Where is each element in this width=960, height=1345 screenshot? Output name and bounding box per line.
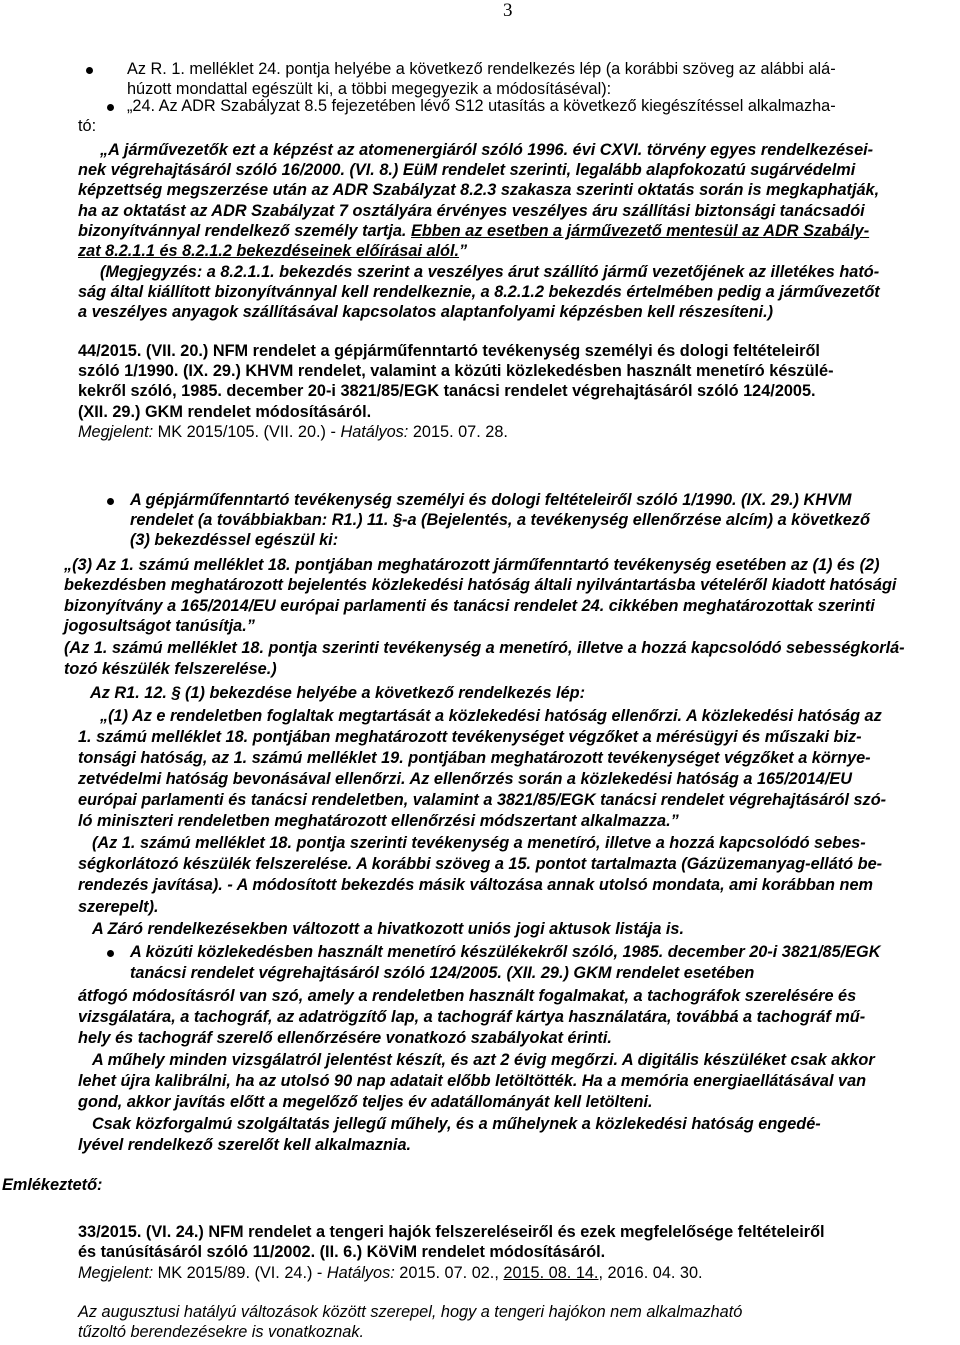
text-line: tűzoltó berendezésekre is vonatkoznak. [78,1323,364,1341]
text-line: bizonyítvány a 165/2014/EU európai parlamenti és tanácsi rendelet 24. cikkében meghatározottak szerinti [64,597,875,615]
effective-value: 2015. 07. 28. [408,423,508,441]
page-number: 3 [503,0,513,21]
quote-line [78,241,467,261]
effective-value: 2016. 04. 30. [602,1264,703,1282]
text-line: vizsgálatára, a tachográf, az adatrögzítő lap, a tachográf kártya használatára, továbbá a tachográf mű- [78,1008,866,1026]
bullet-icon [107,950,114,957]
text-line: „(3) Az 1. számú melléklet 18. pontjában meghatározott járműfenntartó tevékenység esetében az (1) és (2) [64,556,880,574]
decree-published [78,1263,703,1283]
text-line: Az R1. 12. § (1) bekezdése helyébe a következő rendelkezés lép: [90,684,585,702]
decree-title-line: és tanúsításáról szóló 11/2002. (II. 6.) KöViM rendelet módosításáról. [78,1243,606,1261]
quote-underlined: Ebben az esetben a járművezető mentesül az ADR Szabály- [411,222,870,240]
text-line: lehet újra kalibrálni, ha az utolsó 90 nap adatait előbb letöltötték. Ha a memória energiaellátásával van [78,1072,867,1090]
text-line: gond, akkor javítás előtt a megelőző teljes év adatállományát kell letölteni. [78,1093,653,1111]
decree-title-line: szóló 1/1990. (IX. 29.) KHVM rendelet, valamint a közúti közlekedésben használt menetíró készülé- [78,362,834,380]
bullet-icon [107,498,114,505]
text-line: hely és tachográf szerelő ellenőrzésére vonatkozó szabályokat érinti. [78,1029,612,1047]
decree-title-line: (XII. 29.) GKM rendelet módosításáról. [78,403,372,421]
text-line: rendelet (a továbbiakban: R1.) 11. §-a (Bejelentés, a tevékenység ellenőrzése alcím) a következő [130,511,870,529]
effective-value: 2015. 07. 02., [394,1264,504,1282]
text-line: (3) bekezdéssel egészül ki: [130,531,339,549]
note-line: (Megjegyzés: a 8.2.1.1. bekezdés szerint a veszélyes árut szállító jármű vezetőjének az illetékes ható- [100,263,880,281]
published-label: Megjelent: [78,1264,154,1282]
text-line: lyével rendelkező szerelőt kell alkalmaznia. [78,1136,412,1154]
text-line: szerepelt). [78,898,159,916]
text-line: tó: [78,117,97,135]
published-value: MK 2015/105. (VII. 20.) - [153,423,341,441]
quote-line: nek végrehajtásáról szóló 16/2000. (VI. 8.) EüM rendelet szerinti, legalább alapfokozatú sugárvédelmi [78,161,856,179]
quote-line: képzettség megszerzése után az ADR Szabályzat 8.2.3 szakasza szerinti oktatás során is megkaphatják, [78,181,880,199]
quote-text: bizonyítvánnyal rendelkező személy tartja. [78,222,407,240]
quote-line: ha az oktatást az ADR Szabályzat 7 osztályára érvényes veszélyes áru szállítási biztonsági tanácsadói [78,202,865,220]
quote-end: ” [459,242,468,260]
text-line: európai parlamenti és tanácsi rendeletben, valamint a 3821/85/EGK tanácsi rendelet végrehajtásáról szó- [78,791,887,809]
text-line: (Az 1. számú melléklet 18. pontja szerinti tevékenység a menetíró, illetve a hozzá kapcsolódó sebességkorlá- [64,639,905,657]
margin-label: Emlékeztető: [2,1176,103,1194]
text-line: zetvédelmi hatóság bevonásával ellenőrzi. Az ellenőrzés során a közlekedési hatóság a 165/2014/EU [78,770,852,788]
text-line: jogosultságot tanúsítja.” [64,617,255,635]
text-line: tanácsi rendelet végrehajtásáról szóló 124/2005. (XII. 29.) GKM rendelet esetében [130,964,755,982]
quote-underlined: zat 8.2.1.1 és 8.2.1.2 bekezdéseinek előírásai alól. [78,242,460,260]
text-line: Az R. 1. melléklet 24. pontja helyébe a következő rendelkezés lép (a korábbi szöveg az alábbi alá- [127,60,836,78]
text-line: „24. Az ADR Szabályzat 8.5 fejezetében lévő S12 utasítás a következő kiegészítéssel alkalmazha- [127,97,836,115]
decree-title-line: 33/2015. (VI. 24.) NFM rendelet a tengeri hajók felszereléseiről és ezek megfelelősége feltételeiről [78,1223,825,1241]
bullet-icon [107,104,114,111]
text-line: átfogó módosításról van szó, amely a rendeletben használt fogalmakat, a tachográfok szerelésére és [78,987,857,1005]
bullet-icon [86,67,93,74]
text-line: Az augusztusi hatályú változások között szerepel, hogy a tengeri hajókon nem alkalmazható [78,1303,743,1321]
decree-title-line: 44/2015. (VII. 20.) NFM rendelet a gépjárműfenntartó tevékenység személyi és dologi feltételeiről [78,342,820,360]
decree-published [78,422,508,442]
text-line: tonsági hatóság, az 1. számú melléklet 19. pontjában meghatározott tevékenységet végzőket a környe- [78,749,871,767]
effective-label: Hatályos: [326,1264,395,1282]
text-line: Csak közforgalmú szolgáltatás jellegű műhely, és a műhelynek a közlekedési hatóság engedé- [92,1115,821,1133]
text-line: A gépjárműfenntartó tevékenység személyi és dologi feltételeiről szóló 1/1990. (IX. 29.) KHVM [130,491,852,509]
text-line: tozó készülék felszerelése.) [64,660,277,678]
effective-value-underlined: 2015. 08. 14., [503,1264,603,1282]
note-line: a veszélyes anyagok szállításával kapcsolatos alaptanfolyami képzésben kell részesíteni.) [78,303,774,321]
text-line: ségkorlátozó készülék felszerelése. A korábbi szöveg a 15. pontot tartalmazta (Gázüzemanyag-ellátó be- [78,855,883,873]
text-line: A közúti közlekedésben használt menetíró készülékekről szóló, 1985. december 20-i 3821/85/EGK [130,943,881,961]
quote-line: „A járművezetők ezt a képzést az atomenergiáról szóló 1996. évi CXVI. törvény egyes rendelkezései- [100,141,874,159]
text-line: bekezdésben meghatározott bejelentés közlekedési hatóság általi nyilvántartásba vételéről kiadott hatósági [64,576,897,594]
decree-title-line: kekről szóló, 1985. december 20-i 3821/85/EGK tanácsi rendelet végrehajtásáról szóló 124/2005. [78,382,816,400]
published-label: Megjelent: [78,423,154,441]
text-line: (Az 1. számú melléklet 18. pontja szerinti tevékenység a menetíró, illetve a hozzá kapcsolódó sebes- [92,834,866,852]
note-line: ság által kiállított bizonyítvánnyal kell rendelkeznie, a 8.2.1.2 bekezdés értelmében pedig a járművezetőt [78,283,880,301]
published-value: MK 2015/89. (VI. 24.) - [153,1264,327,1282]
text-line: rendezés javítása). - A módosított bekezdés másik változása annak utolsó mondata, ami korábban nem [78,876,873,894]
quote-line [78,221,869,241]
text-line: „(1) Az e rendeletben foglaltak megtartását a közlekedési hatóság ellenőrzi. A közlekedési hatóság az [100,707,882,725]
text-line: 1. számú melléklet 18. pontjában meghatározott tevékenységet végzőket a mérésügyi és műszaki biz- [78,728,862,746]
text-line: húzott mondattal egészült ki, a többi megegyezik a módosításéval): [127,80,612,98]
effective-label: Hatályos: [340,423,409,441]
text-line: A műhely minden vizsgálatról jelentést készít, és azt 2 évig megőrzi. A digitális készüléket csak akkor [92,1051,875,1069]
text-line: A Záró rendelkezésekben változott a hivatkozott uniós jogi aktusok listája is. [92,920,684,938]
text-line: ló miniszteri rendeletben meghatározott ellenőrzési módszertant alkalmazza.” [78,812,679,830]
